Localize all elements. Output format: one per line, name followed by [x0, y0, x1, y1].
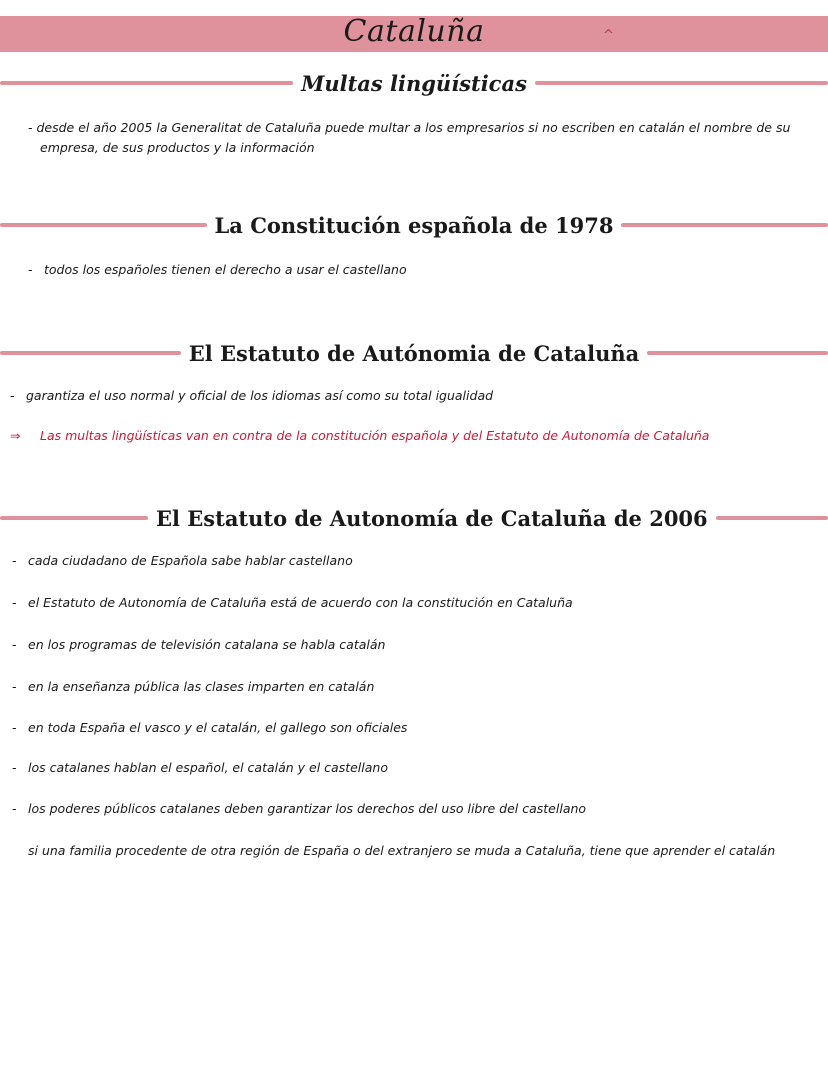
section-heading-estatuto-2006: [0, 503, 828, 533]
list-item: - cada ciudadano de Española sabe hablar castellano: [12, 553, 353, 568]
list-item: - en la enseñanza pública las clases imparten en catalán: [12, 679, 375, 694]
section-heading-text: El Estatuto de Autónomia de Cataluña: [188, 340, 640, 366]
caret-mark: ^: [603, 28, 614, 43]
divider-line: [0, 81, 293, 85]
section-heading-estatuto: [0, 338, 828, 368]
divider-line: [0, 223, 207, 227]
conclusion-line: ⇒ Las multas lingüísticas van en contra de la constitución española y del Estatuto de Autonomía de Cataluña: [10, 426, 709, 446]
section-heading-constitucion: [0, 210, 828, 240]
list-item: - los poderes públicos catalanes deben garantizar los derechos del uso libre del castellano: [12, 801, 587, 816]
divider-line: [535, 81, 828, 85]
list-item: - en toda España el vasco y el catalán, el gallego son oficiales: [12, 720, 408, 735]
section-heading-text: El Estatuto de Autonomía de Cataluña de 2006: [156, 505, 708, 531]
divider-line: [0, 351, 181, 355]
list-item: si una familia procedente de otra región de España o del extranjero se muda a Cataluña, tiene que aprender el catalán: [28, 843, 776, 858]
arrow-icon: ⇒: [10, 428, 21, 443]
list-item: - los catalanes hablan el español, el catalán y el castellano: [12, 760, 388, 775]
list-item: - en los programas de televisión catalana se habla catalán: [12, 637, 386, 652]
list-item: - todos los españoles tienen el derecho a usar el castellano: [28, 262, 407, 277]
list-item: - desde el año 2005 la Generalitat de Cataluña puede multar a los empresarios si no escriben en catalán el nombre de su empresa, de sus productos y la información: [28, 120, 791, 155]
section-heading-multas: [0, 68, 828, 98]
divider-line: [647, 351, 828, 355]
section-heading-text: Multas lingüísticas: [301, 70, 527, 96]
list-item: - garantiza el uso normal y oficial de los idiomas así como su total igualidad: [10, 388, 494, 403]
page-title: Cataluña: [343, 14, 485, 49]
divider-line: [0, 516, 148, 520]
section-heading-text: La Constitución española de 1978: [214, 212, 614, 238]
divider-line: [716, 516, 828, 520]
list-item: - el Estatuto de Autonomía de Cataluña está de acuerdo con la constitución en Cataluña: [12, 595, 573, 610]
divider-line: [621, 223, 828, 227]
